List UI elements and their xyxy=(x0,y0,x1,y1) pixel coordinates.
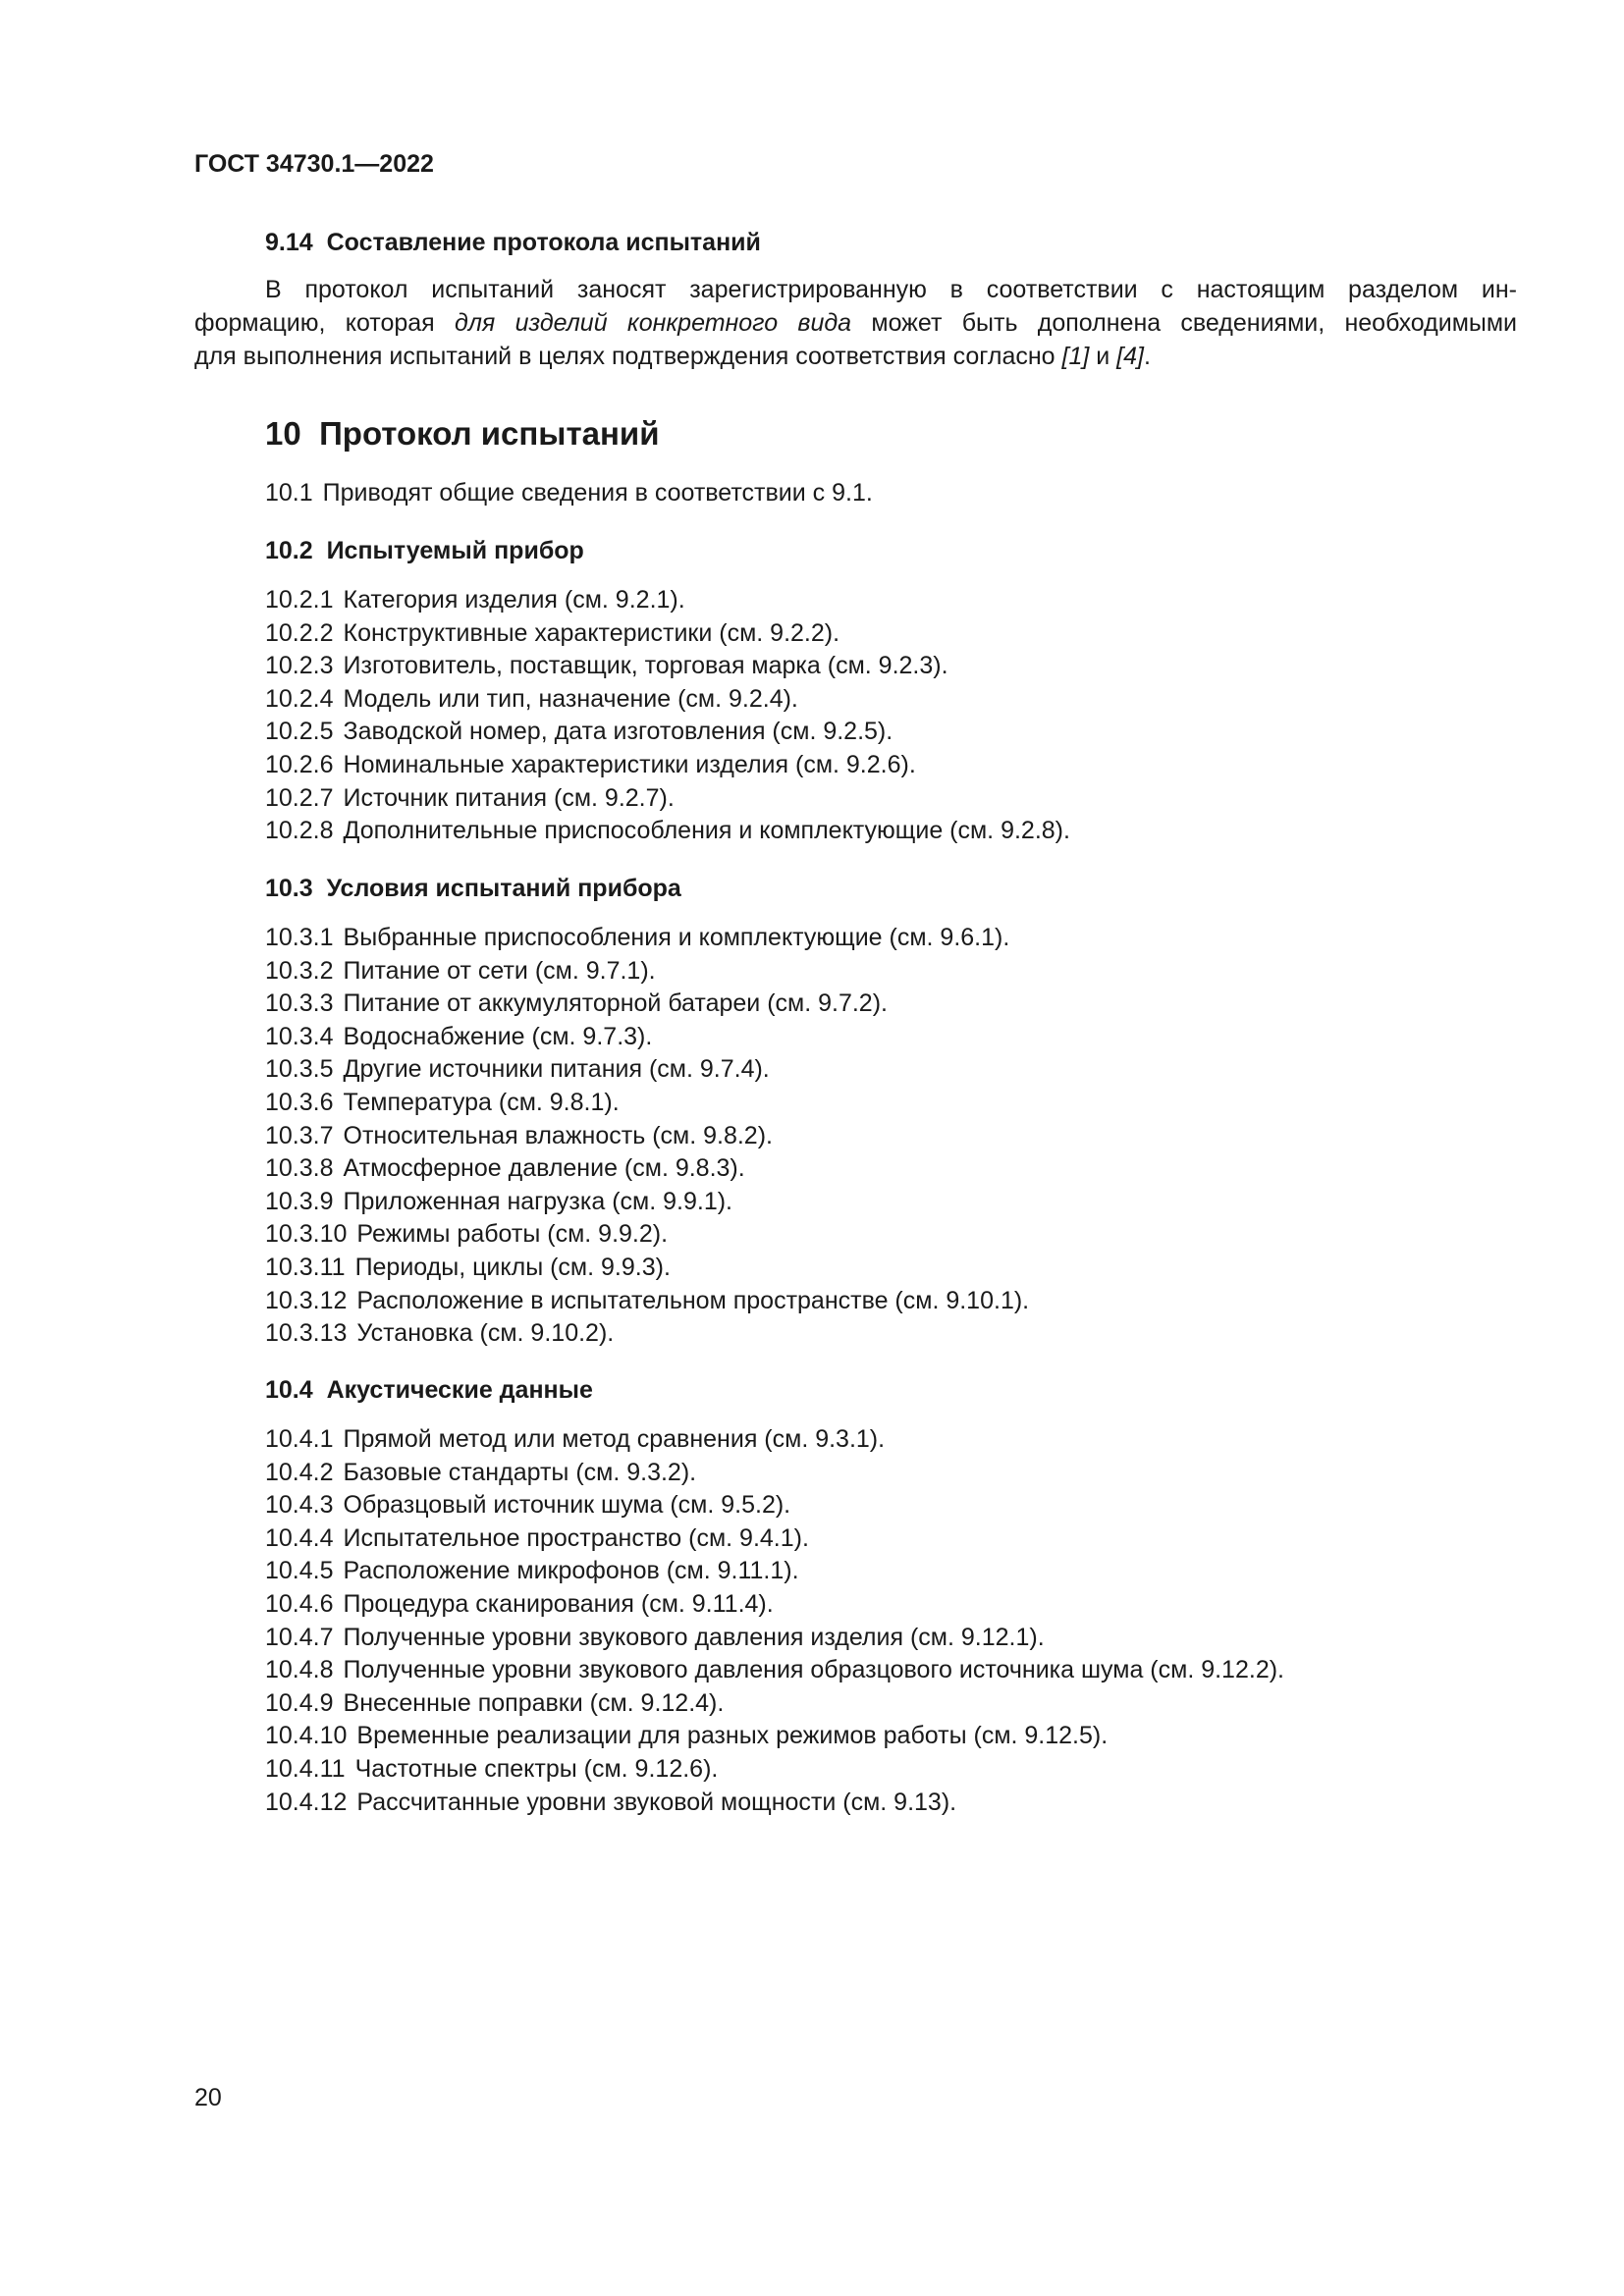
list-item xyxy=(265,1720,1284,1753)
item-text: Рассчитанные уровни звуковой мощности (см. 9.13). xyxy=(356,1788,957,1816)
item-number: 10.3.9 xyxy=(265,1187,334,1215)
subsection-title: Акустические данные xyxy=(326,1376,593,1404)
list-item xyxy=(265,1522,1284,1556)
item-number: 10.3.13 xyxy=(265,1319,348,1348)
list-item xyxy=(265,1423,1284,1457)
item-number: 10.4.7 xyxy=(265,1623,334,1651)
item-text: Режимы работы (см. 9.9.2). xyxy=(356,1220,669,1249)
item-text: Другие источники питания (см. 9.7.4). xyxy=(343,1055,770,1084)
item-number: 10.2.2 xyxy=(265,618,334,647)
section-number: 10 xyxy=(265,415,301,452)
item-text: Периоды, циклы (см. 9.9.3). xyxy=(354,1253,671,1281)
subsection-10-2-heading xyxy=(265,537,584,565)
item-text: Источник питания (см. 9.2.7). xyxy=(343,783,675,812)
item-number: 10.4.2 xyxy=(265,1458,334,1486)
item-text: Временные реализации для разных режимов работы (см. 9.12.5). xyxy=(356,1722,1109,1750)
section-title: Составление протокола испытаний xyxy=(326,229,761,256)
subsection-number: 10.2 xyxy=(265,537,313,564)
item-text: Приводят общие сведения в соответствии с 9.1. xyxy=(322,479,873,507)
item-number: 10.4.8 xyxy=(265,1656,334,1684)
item-text: Дополнительные приспособления и комплектующие (см. 9.2.8). xyxy=(343,817,1070,845)
subsection-title: Испытуемый прибор xyxy=(326,537,584,564)
item-number: 10.3.11 xyxy=(265,1253,346,1281)
list-item xyxy=(265,782,1070,816)
item-text: Прямой метод или метод сравнения (см. 9.3.1). xyxy=(343,1425,886,1453)
item-text: Базовые стандарты (см. 9.3.2). xyxy=(343,1458,697,1486)
item-number: 10.3.10 xyxy=(265,1220,348,1249)
section-title: Протокол испытаний xyxy=(319,415,660,452)
item-text: Температура (см. 9.8.1). xyxy=(343,1088,620,1116)
item-text: Изготовитель, поставщик, торговая марка (см. 9.2.3). xyxy=(343,652,948,680)
item-number: 10.2.1 xyxy=(265,586,334,614)
list-item xyxy=(265,1588,1284,1622)
document-code-header: ГОСТ 34730.1—2022 xyxy=(194,150,434,178)
item-text: Выбранные приспособления и комплектующие (см. 9.6.1). xyxy=(343,924,1010,951)
item-text: Частотные спектры (см. 9.12.6). xyxy=(354,1754,719,1783)
text-run: может быть дополнена сведениями, необходимыми xyxy=(851,309,1518,337)
item-text: Расположение микрофонов (см. 9.11.1). xyxy=(343,1557,799,1585)
subsection-10-3-heading xyxy=(265,875,681,903)
list-item xyxy=(265,1457,1284,1490)
item-number: 10.4.11 xyxy=(265,1754,346,1783)
text-run: формацию, которая xyxy=(194,309,456,337)
item-number: 10.4.12 xyxy=(265,1788,348,1816)
item-number: 10.4.3 xyxy=(265,1491,334,1520)
subsection-number: 10.3 xyxy=(265,875,313,902)
item-number: 10.2.8 xyxy=(265,817,334,845)
list-item xyxy=(265,716,1070,749)
list-item xyxy=(265,1252,1029,1285)
item-text: Полученные уровни звукового давления изделия (см. 9.12.1). xyxy=(343,1623,1045,1651)
subsection-10-3-list xyxy=(265,922,1029,1351)
subsection-number: 10.4 xyxy=(265,1376,313,1404)
item-number: 10.3.7 xyxy=(265,1121,334,1149)
paragraph-line xyxy=(194,340,1517,373)
text-run: и xyxy=(1089,343,1117,370)
list-item xyxy=(265,1285,1029,1318)
list-item xyxy=(265,650,1070,683)
item-number: 10.2.7 xyxy=(265,783,334,812)
text-run: для выполнения испытаний в целях подтверждения соответствия согласно xyxy=(194,343,1062,370)
item-text: Питание от аккумуляторной батареи (см. 9.7.2). xyxy=(343,989,888,1018)
reference-4: [4] xyxy=(1116,343,1144,370)
list-item xyxy=(265,1218,1029,1252)
item-text: Водоснабжение (см. 9.7.3). xyxy=(343,1022,653,1050)
item-text: Расположение в испытательном пространстве (см. 9.10.1). xyxy=(356,1286,1030,1314)
subsection-10-4-list xyxy=(265,1423,1284,1819)
item-number: 10.3.12 xyxy=(265,1286,348,1314)
list-item xyxy=(265,1687,1284,1721)
list-item xyxy=(265,1622,1284,1655)
item-number: 10.3.2 xyxy=(265,956,334,985)
subsection-title: Условия испытаний прибора xyxy=(326,875,681,902)
item-text: Конструктивные характеристики (см. 9.2.2). xyxy=(343,618,840,647)
item-number: 10.3.6 xyxy=(265,1088,334,1116)
item-text: Заводской номер, дата изготовления (см. 9.2.5). xyxy=(343,718,893,746)
list-item xyxy=(265,922,1029,955)
item-text: Полученные уровни звукового давления образцового источника шума (см. 9.12.2). xyxy=(343,1656,1284,1684)
list-item xyxy=(265,584,1070,617)
list-item xyxy=(265,1152,1029,1186)
item-number: 10.4.6 xyxy=(265,1589,334,1618)
item-number: 10.3.4 xyxy=(265,1022,334,1050)
item-number: 10.2.6 xyxy=(265,750,334,778)
paragraph-line xyxy=(194,306,1517,340)
item-number: 10.3.5 xyxy=(265,1055,334,1084)
list-item xyxy=(265,1753,1284,1787)
item-text: Модель или тип, назначение (см. 9.2.4). xyxy=(343,684,798,713)
list-item xyxy=(265,1186,1029,1219)
subsection-10-4-heading xyxy=(265,1376,593,1405)
section-9-14-paragraph xyxy=(194,273,1517,373)
list-item xyxy=(265,1053,1029,1087)
list-item xyxy=(265,1021,1029,1054)
item-number: 10.2.5 xyxy=(265,718,334,746)
item-number: 10.4.9 xyxy=(265,1688,334,1717)
item-text: Установка (см. 9.10.2). xyxy=(356,1319,615,1348)
list-item xyxy=(265,617,1070,651)
list-item xyxy=(265,1555,1284,1588)
list-item xyxy=(265,1654,1284,1687)
item-number: 10.3.1 xyxy=(265,924,334,951)
item-text: Приложенная нагрузка (см. 9.9.1). xyxy=(343,1187,732,1215)
section-9-14-heading xyxy=(265,229,761,257)
item-text: Номинальные характеристики изделия (см. 9.2.6). xyxy=(343,750,916,778)
list-item xyxy=(265,988,1029,1021)
subsection-10-2-list xyxy=(265,584,1070,848)
item-number: 10.4.4 xyxy=(265,1523,334,1552)
list-item xyxy=(265,955,1029,988)
list-item xyxy=(265,1317,1029,1351)
item-number: 10.4.1 xyxy=(265,1425,334,1453)
item-10-1 xyxy=(265,479,873,507)
item-text: Питание от сети (см. 9.7.1). xyxy=(343,956,656,985)
item-text: Образцовый источник шума (см. 9.5.2). xyxy=(343,1491,791,1520)
item-number: 10.1 xyxy=(265,479,313,507)
section-10-heading xyxy=(265,415,659,453)
list-item xyxy=(265,1787,1284,1820)
item-number: 10.2.3 xyxy=(265,652,334,680)
item-number: 10.3.3 xyxy=(265,989,334,1018)
item-text: Атмосферное давление (см. 9.8.3). xyxy=(343,1154,745,1183)
list-item xyxy=(265,1120,1029,1153)
section-number: 9.14 xyxy=(265,229,313,256)
list-item xyxy=(265,683,1070,717)
item-number: 10.4.5 xyxy=(265,1557,334,1585)
italic-text-run: для изделий конкретного вида xyxy=(455,309,852,337)
item-text: Процедура сканирования (см. 9.11.4). xyxy=(343,1589,774,1618)
list-item xyxy=(265,815,1070,848)
item-number: 10.2.4 xyxy=(265,684,334,713)
paragraph-line: В протокол испытаний заносят зарегистрированную в соответствии с настоящим разделом ин- xyxy=(265,276,1517,303)
reference-1: [1] xyxy=(1061,343,1090,370)
item-text: Категория изделия (см. 9.2.1). xyxy=(343,586,685,614)
page-number: 20 xyxy=(194,2084,222,2111)
list-item xyxy=(265,1489,1284,1522)
item-number: 10.3.8 xyxy=(265,1154,334,1183)
item-number: 10.4.10 xyxy=(265,1722,348,1750)
item-text: Испытательное пространство (см. 9.4.1). xyxy=(343,1523,809,1552)
text-run: . xyxy=(1143,343,1151,370)
list-item xyxy=(265,1087,1029,1120)
item-text: Внесенные поправки (см. 9.12.4). xyxy=(343,1688,725,1717)
list-item xyxy=(265,749,1070,782)
item-text: Относительная влажность (см. 9.8.2). xyxy=(343,1121,773,1149)
